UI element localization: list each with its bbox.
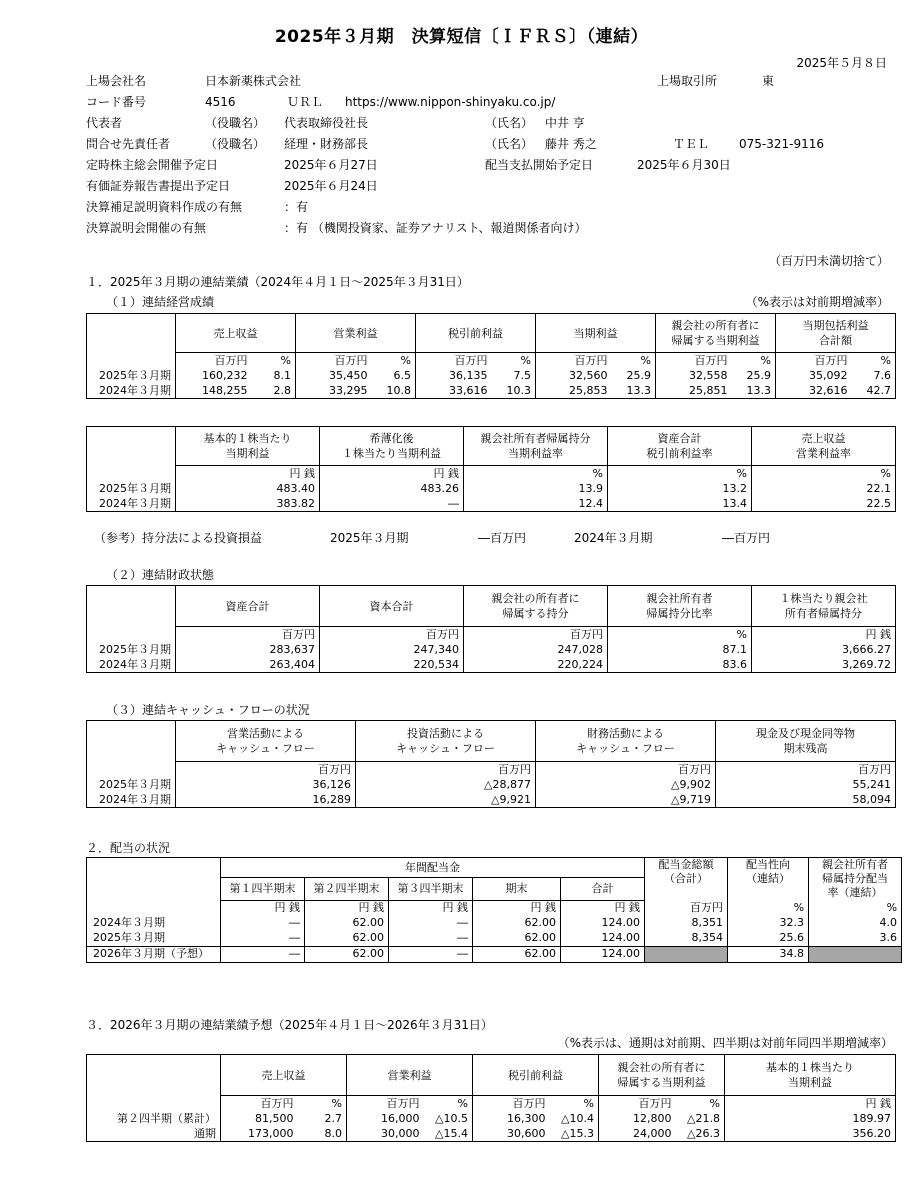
unit-cell: % (612, 353, 656, 369)
column-header: 当期包括利益 合計額 (776, 314, 896, 353)
unit-row (87, 466, 896, 482)
corner-cell (87, 353, 176, 369)
unit-row (87, 900, 902, 916)
data-cell: 148,255 (176, 383, 252, 399)
column-header: 資産合計 税引前利益率 (608, 427, 752, 466)
contact-name: 藤井 秀之 (545, 137, 597, 151)
header-row (87, 427, 896, 466)
data-cell: 62.00 (473, 916, 561, 931)
unit-cell: 円 銭 (305, 900, 389, 916)
data-cell: 32,558 (656, 368, 732, 383)
unit-row (87, 1096, 896, 1112)
annual-dividends-header: 年間配当金 (221, 858, 645, 878)
data-cell: 13.3 (612, 383, 656, 399)
url[interactable]: https://www.nippon-shinyaku.co.jp/ (345, 95, 556, 109)
unit-cell: 円 銭 (221, 900, 305, 916)
row-label: 2024年３月期 (87, 657, 176, 673)
data-cell: 13.9 (464, 481, 608, 496)
data-cell: 25,853 (536, 383, 612, 399)
row-label: 2025年３月期 (87, 481, 176, 496)
financial-position-table (86, 585, 896, 673)
unit-cell: 円 銭 (752, 627, 896, 643)
column-header: 親会社の所有者に 帰属する当期利益 (599, 1055, 725, 1096)
supp-label: 決算補足説明資料作成の有無 (86, 200, 243, 214)
unit-cell: 円 銭 (473, 900, 561, 916)
data-cell: 36,126 (176, 777, 356, 792)
unit-cell: 百万円 (176, 353, 252, 369)
data-row (87, 946, 902, 962)
row-label: 2025年３月期 (87, 931, 221, 947)
data-cell: 124.00 (561, 931, 645, 947)
data-cell: 25.9 (612, 368, 656, 383)
data-cell: 3,269.72 (752, 657, 896, 673)
tel: 075-321-9116 (739, 137, 825, 151)
column-header: 当期利益 (536, 314, 656, 353)
dividend-start-date: 2025年６月30日 (637, 158, 731, 172)
unit-cell: % (608, 627, 752, 643)
data-cell: 12,800 (599, 1111, 676, 1126)
section3-note: （%表示は、通期は対前期、四半期は対前年同四半期増減率） (557, 1036, 893, 1050)
data-cell: 220,534 (320, 657, 464, 673)
data-cell: 6.5 (372, 368, 416, 383)
data-row (87, 1126, 896, 1142)
data-row (87, 916, 902, 931)
quarter-header: 第３四半期末 (389, 877, 473, 900)
column-header: 基本的１株当たり 当期利益 (176, 427, 320, 466)
data-cell: 4.0 (809, 916, 902, 931)
header-row (87, 721, 896, 762)
data-cell: ― (320, 496, 464, 512)
agm-label: 定時株主総会開催予定日 (86, 158, 219, 172)
unit-cell: % (550, 1096, 599, 1112)
unit-cell: % (424, 1096, 473, 1112)
column-header: 基本的１株当たり 当期利益 (725, 1055, 896, 1096)
unit-cell: 百万円 (776, 353, 852, 369)
unit-cell: % (728, 900, 809, 916)
data-cell: 160,232 (176, 368, 252, 383)
data-cell: 32,560 (536, 368, 612, 383)
data-cell: 173,000 (221, 1126, 298, 1142)
unit-cell: 百万円 (473, 1096, 550, 1112)
data-cell: 16,289 (176, 792, 356, 808)
unit-cell: 円 銭 (320, 466, 464, 482)
data-row (87, 383, 896, 399)
rep-label: 代表者 (86, 116, 123, 130)
listed-name-label: 上場会社名 (86, 74, 147, 88)
unit-cell: 百万円 (656, 353, 732, 369)
data-row (87, 777, 896, 792)
column-header: １株当たり親会社 所有者帰属持分 (752, 586, 896, 627)
data-row (87, 792, 896, 808)
unit-cell: 百万円 (416, 353, 492, 369)
data-cell: △9,719 (536, 792, 716, 808)
unit-cell: 百万円 (645, 900, 728, 916)
data-cell: ― (221, 916, 305, 931)
data-cell: 8,351 (645, 916, 728, 931)
data-cell: 62.00 (305, 946, 389, 962)
data-cell: 10.8 (372, 383, 416, 399)
data-cell: 3.6 (809, 931, 902, 947)
row-label: 2024年３月期 (87, 383, 176, 399)
row-label: 2025年３月期 (87, 368, 176, 383)
url-label: ＵＲＬ (287, 95, 324, 109)
contact-title: 経理・財務部長 (284, 137, 369, 151)
unit-cell: % (252, 353, 296, 369)
group-header-row (87, 858, 902, 878)
code: 4516 (205, 95, 236, 109)
unit-cell: 円 銭 (725, 1096, 896, 1112)
section1-sub2: （２）連結財政状態 (106, 568, 215, 582)
data-cell: 62.00 (473, 931, 561, 947)
data-row (87, 657, 896, 673)
unit-cell: 百万円 (221, 1096, 298, 1112)
listed-name: 日本新薬株式会社 (205, 74, 302, 88)
data-cell: 10.3 (492, 383, 536, 399)
corner-cell (87, 427, 176, 466)
data-cell: 42.7 (852, 383, 896, 399)
data-cell: 33,616 (416, 383, 492, 399)
data-cell: ― (389, 946, 473, 962)
data-cell: △21.8 (676, 1111, 725, 1126)
data-cell: 124.00 (561, 916, 645, 931)
exchange-label: 上場取引所 (657, 74, 718, 88)
column-header: 営業利益 (347, 1055, 473, 1096)
row-label: 2024年３月期 (87, 792, 176, 808)
data-cell: 35,092 (776, 368, 852, 383)
equity-method-value2: ―百万円 (722, 531, 771, 545)
header-row (87, 1055, 896, 1096)
data-row (87, 481, 896, 496)
equity-method-value1: ―百万円 (478, 531, 527, 545)
section1-sub3: （３）連結キャッシュ・フローの状況 (106, 703, 310, 717)
data-cell: 35,450 (296, 368, 372, 383)
column-header: 売上収益 (221, 1055, 347, 1096)
unit-cell: 百万円 (464, 627, 608, 643)
data-cell: 220,224 (464, 657, 608, 673)
contact-label: 問合せ先責任者 (86, 137, 171, 151)
column-header: 資本合計 (320, 586, 464, 627)
quarter-header: 第１四半期末 (221, 877, 305, 900)
cash-flow-table (86, 720, 896, 808)
data-cell: 247,028 (464, 642, 608, 657)
unit-cell: % (298, 1096, 347, 1112)
unit-note: （百万円未満切捨て） (768, 254, 889, 268)
corner-cell (87, 1055, 221, 1096)
data-cell: 55,241 (716, 777, 896, 792)
equity-method-label: （参考）持分法による投資損益 (94, 531, 263, 545)
briefing-value: ：有 （機関投資家、証券アナリスト、報道関係者向け） (284, 221, 587, 235)
column-header: 税引前利益 (416, 314, 536, 353)
unit-cell: % (752, 466, 896, 482)
briefing-label: 決算説明会開催の有無 (86, 221, 207, 235)
agm-date: 2025年６月27日 (284, 158, 378, 172)
data-cell: 2.8 (252, 383, 296, 399)
unit-cell: % (464, 466, 608, 482)
operating-results-table (86, 313, 896, 399)
unit-cell: 百万円 (716, 762, 896, 778)
corner-cell (87, 900, 221, 916)
data-cell: 34.8 (728, 946, 809, 962)
data-cell: 81,500 (221, 1111, 298, 1126)
corner-cell (87, 627, 176, 643)
unit-cell: % (732, 353, 776, 369)
rep-name-label: （氏名） (485, 116, 534, 130)
data-cell: 32,616 (776, 383, 852, 399)
report-label: 有価証券報告書提出予定日 (86, 179, 231, 193)
column-header: 親会社の所有者に 帰属する当期利益 (656, 314, 776, 353)
row-label: 2025年３月期 (87, 642, 176, 657)
unit-cell: 百万円 (176, 762, 356, 778)
unit-cell: 円 銭 (176, 466, 320, 482)
tel-label: ＴＥＬ (673, 137, 710, 151)
data-cell: 62.00 (305, 931, 389, 947)
data-cell: 83.6 (608, 657, 752, 673)
data-cell: 22.1 (752, 481, 896, 496)
rep-title-label: （役職名） (205, 116, 266, 130)
data-cell: △10.5 (424, 1111, 473, 1126)
unit-cell: 百万円 (320, 627, 464, 643)
unit-row (87, 627, 896, 643)
unit-cell: 百万円 (296, 353, 372, 369)
data-cell: ― (389, 916, 473, 931)
data-row (87, 496, 896, 512)
section2-title: ２．配当の状況 (86, 841, 171, 855)
corner-cell (87, 762, 176, 778)
quarter-header: 合計 (561, 877, 645, 900)
dividend-start-label: 配当支払開始予定日 (485, 158, 594, 172)
contact-name-label: （氏名） (485, 137, 534, 151)
data-cell: 16,300 (473, 1111, 550, 1126)
column-header: 財務活動による キャッシュ・フロー (536, 721, 716, 762)
data-cell: 8.1 (252, 368, 296, 383)
unit-cell: % (492, 353, 536, 369)
corner-cell (87, 858, 221, 901)
data-cell: 87.1 (608, 642, 752, 657)
quarter-header: 第２四半期末 (305, 877, 389, 900)
header-row (87, 586, 896, 627)
data-cell: 24,000 (599, 1126, 676, 1142)
row-label: 2026年３月期（予想） (87, 946, 221, 962)
data-row (87, 368, 896, 383)
column-header: 親会社の所有者に 帰属する持分 (464, 586, 608, 627)
per-share-table (86, 426, 896, 512)
section3-title: ３．2026年３月期の連結業績予想（2025年４月１日～2026年３月31日） (86, 1018, 493, 1032)
report-date: 2025年５月８日 (796, 56, 887, 70)
column-header: 税引前利益 (473, 1055, 599, 1096)
report-date-value: 2025年６月24日 (284, 179, 378, 193)
corner-cell (87, 1096, 221, 1112)
unit-row (87, 762, 896, 778)
side-header: 配当性向 （連結） (728, 858, 809, 901)
unit-cell: 百万円 (536, 353, 612, 369)
unit-cell: % (372, 353, 416, 369)
corner-cell (87, 466, 176, 482)
data-cell (809, 946, 902, 962)
column-header: 親会社所有者 帰属持分比率 (608, 586, 752, 627)
data-cell: 2.7 (298, 1111, 347, 1126)
data-cell: 7.6 (852, 368, 896, 383)
header-row (87, 314, 896, 353)
data-cell: △9,902 (536, 777, 716, 792)
equity-method-year1: 2025年３月期 (330, 531, 409, 545)
row-label: 2025年３月期 (87, 777, 176, 792)
data-cell: 12.4 (464, 496, 608, 512)
column-header: 投資活動による キャッシュ・フロー (356, 721, 536, 762)
section1-title: １．2025年３月期の連結業績（2024年４月１日～2025年３月31日） (86, 275, 469, 289)
data-cell: 356.20 (725, 1126, 896, 1142)
unit-cell: % (676, 1096, 725, 1112)
data-row (87, 1111, 896, 1126)
data-cell: 13.3 (732, 383, 776, 399)
data-cell: ― (389, 931, 473, 947)
data-cell: △28,877 (356, 777, 536, 792)
unit-row (87, 353, 896, 369)
section1-sub1: （１）連結経営成績 (106, 295, 215, 309)
unit-cell: % (809, 900, 902, 916)
column-header: 売上収益 (176, 314, 296, 353)
data-cell: 8,354 (645, 931, 728, 947)
data-cell: 62.00 (473, 946, 561, 962)
data-cell: 189.97 (725, 1111, 896, 1126)
data-cell: △26.3 (676, 1126, 725, 1142)
data-row (87, 642, 896, 657)
column-header: 営業活動による キャッシュ・フロー (176, 721, 356, 762)
data-cell (645, 946, 728, 962)
data-cell: 32.3 (728, 916, 809, 931)
unit-cell: 百万円 (536, 762, 716, 778)
data-cell: 263,404 (176, 657, 320, 673)
data-cell: 3,666.27 (752, 642, 896, 657)
page-title: 2025年３月期 決算短信〔ＩＦＲＳ〕（連結） (274, 27, 649, 47)
corner-cell (87, 586, 176, 627)
data-row (87, 931, 902, 947)
data-cell: 124.00 (561, 946, 645, 962)
data-cell: 25,851 (656, 383, 732, 399)
rep-title: 代表取締役社長 (284, 116, 369, 130)
corner-cell (87, 721, 176, 762)
data-cell: 36,135 (416, 368, 492, 383)
rep-name: 中井 亨 (545, 116, 585, 130)
data-cell: △9,921 (356, 792, 536, 808)
data-cell: 22.5 (752, 496, 896, 512)
column-header: 資産合計 (176, 586, 320, 627)
data-cell: △15.4 (424, 1126, 473, 1142)
row-label: 通期 (87, 1126, 221, 1142)
unit-cell: 百万円 (176, 627, 320, 643)
equity-method-year2: 2024年３月期 (574, 531, 653, 545)
quarter-header: 期末 (473, 877, 561, 900)
data-cell: ― (221, 946, 305, 962)
row-label: 第２四半期（累計） (87, 1111, 221, 1126)
corner-cell (87, 314, 176, 353)
unit-cell: 百万円 (347, 1096, 424, 1112)
column-header: 希薄化後 １株当たり当期利益 (320, 427, 464, 466)
supp-value: ：有 (284, 200, 309, 214)
data-cell: 383.82 (176, 496, 320, 512)
data-cell: 58,094 (716, 792, 896, 808)
data-cell: ― (221, 931, 305, 947)
unit-cell: 百万円 (356, 762, 536, 778)
data-cell: 30,600 (473, 1126, 550, 1142)
column-header: 売上収益 営業利益率 (752, 427, 896, 466)
unit-cell: 円 銭 (389, 900, 473, 916)
side-header: 親会社所有者 帰属持分配当 率（連結） (809, 858, 902, 901)
data-cell: 25.9 (732, 368, 776, 383)
data-cell: 13.2 (608, 481, 752, 496)
forecast-table (86, 1054, 896, 1142)
column-header: 営業利益 (296, 314, 416, 353)
data-cell: 25.6 (728, 931, 809, 947)
data-cell: 7.5 (492, 368, 536, 383)
section1-sub1-note: （%表示は対前期増減率） (745, 295, 889, 309)
data-cell: 283,637 (176, 642, 320, 657)
data-cell: 247,340 (320, 642, 464, 657)
code-label: コード番号 (86, 95, 147, 109)
data-cell: 30,000 (347, 1126, 424, 1142)
unit-cell: 百万円 (599, 1096, 676, 1112)
data-cell: 13.4 (608, 496, 752, 512)
data-cell: △15.3 (550, 1126, 599, 1142)
data-cell: 62.00 (305, 916, 389, 931)
unit-cell: % (608, 466, 752, 482)
data-cell: 8.0 (298, 1126, 347, 1142)
side-header: 配当金総額 （合計） (645, 858, 728, 901)
column-header: 現金及び現金同等物 期末残高 (716, 721, 896, 762)
column-header: 親会社所有者帰属持分 当期利益率 (464, 427, 608, 466)
dividends-table (86, 857, 902, 963)
data-cell: 16,000 (347, 1111, 424, 1126)
row-label: 2024年３月期 (87, 916, 221, 931)
contact-title-label: （役職名） (205, 137, 266, 151)
data-cell: 33,295 (296, 383, 372, 399)
data-cell: 483.26 (320, 481, 464, 496)
row-label: 2024年３月期 (87, 496, 176, 512)
unit-cell: 円 銭 (561, 900, 645, 916)
data-cell: 483.40 (176, 481, 320, 496)
exchange: 東 (762, 74, 775, 88)
unit-cell: % (852, 353, 896, 369)
data-cell: △10.4 (550, 1111, 599, 1126)
